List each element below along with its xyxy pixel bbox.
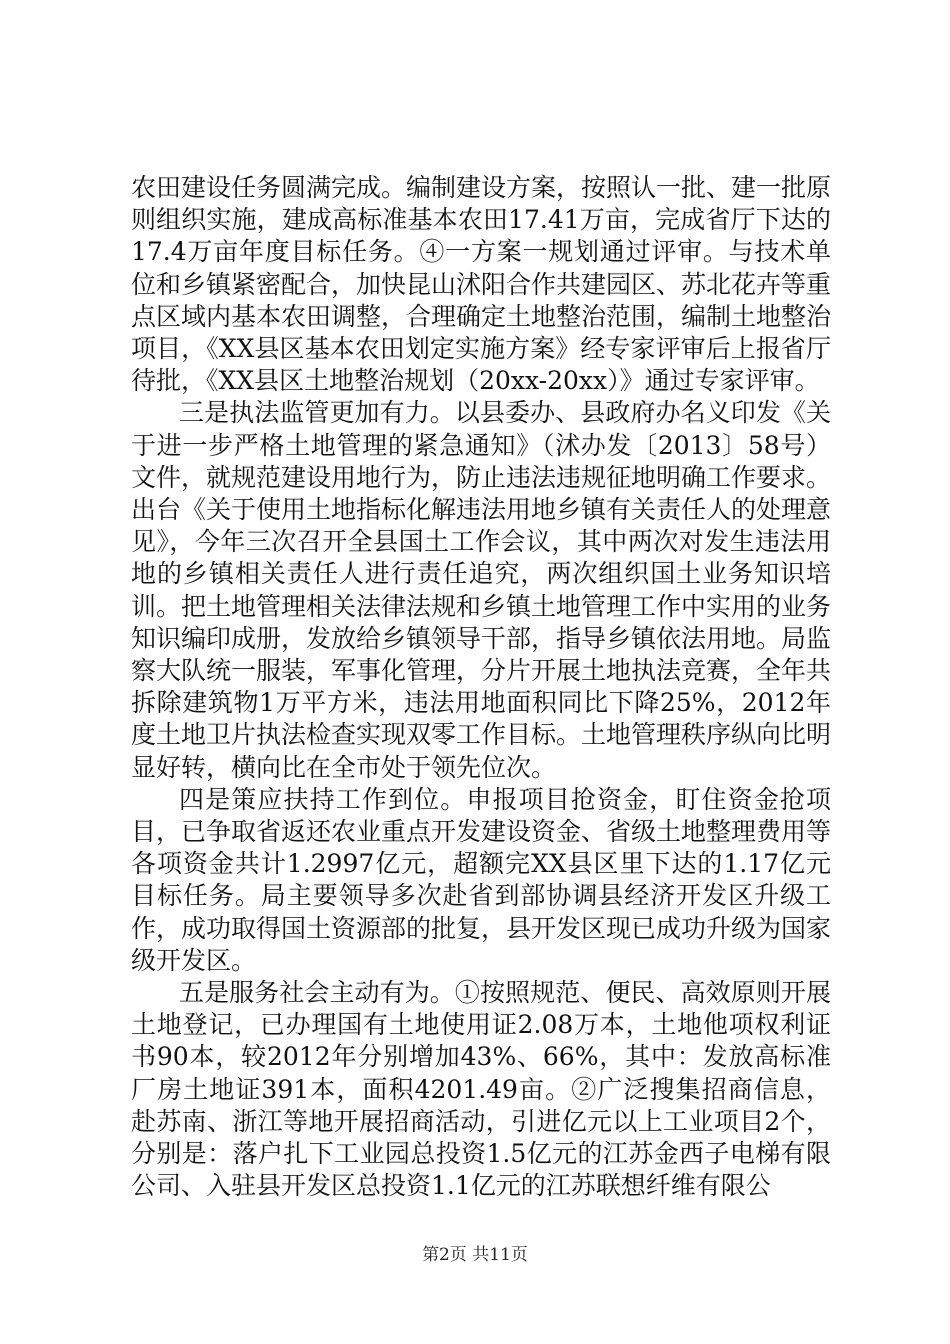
paragraph-1: 农田建设任务圆满完成。编制建设方案，按照认一批、建一批原则组织实施，建成高标准基本农田17.41万亩，完成省厅下达的17.4万亩年度目标任务。④一方案一规划通过评审。与技术单位和乡镇紧密配合，加快昆山沭阳合作共建园区、苏北花卉等重点区域内基本农田调整，合理确定土地整治范围，编制土地整治项目，《XX县区基本农田划定实施方案》经专家评审后上报省厅待批，《XX县区土地整治规划（20xx-20xx）》通过专家评审。: [131, 173, 832, 396]
paragraph-2: 三是执法监管更加有力。以县委办、县政府办名义印发《关于进一步严格土地管理的紧急通知》（沭办发〔2013〕58号）文件，就规范建设用地行为，防止违法违规征地明确工作要求。出台《关于使用土地指标化解违法用地乡镇有关责任人的处理意见》，今年三次召开全县国土工作会议，其中两次对发生违法用地的乡镇相关责任人进行责任追究，两次组织国土业务知识培训。把土地管理相关法律法规和乡镇土地管理工作中实用的业务知识编印成册，发放给乡镇领导干部，指导乡镇依法用地。局监察大队统一服装，军事化管理，分片开展土地执法竞赛，全年共拆除建筑物1万平方米，违法用地面积同比下降25%，2012年度土地卫片执法检查实现双零工作目标。土地管理秩序纵向比明显好转，横向比在全市处于领先位次。: [131, 398, 832, 782]
paragraph-4: 五是服务社会主动有为。①按照规范、便民、高效原则开展土地登记，已办理国有土地使用证2.08万本，土地他项权利证书90本，较2012年分别增加43%、66%，其中：发放高标准厂房土地证391本，面积4201.49亩。②广泛搜集招商信息，赴苏南、浙江等地开展招商活动，引进亿元以上工业项目2个，分别是：落户扎下工业园总投资1.5亿元的江苏金西子电梯有限公司、入驻县开发区总投资1.1亿元的江苏联想纤维有限公: [131, 978, 831, 1201]
document-body: [131, 172, 831, 1203]
paragraph-3: 四是策应扶持工作到位。申报项目抢资金，盯住资金抢项目，已争取省返还农业重点开发建设资金、省级土地整理费用等各项资金共计1.2997亿元，超额完XX县区里下达的1.17亿元目标任务。局主要领导多次赴省到部协调县经济开发区升级工作，成功取得国土资源部的批复，县开发区现已成功升级为国家级开发区。: [131, 784, 832, 975]
page-number-footer: 第2页 共11页: [422, 1245, 528, 1265]
